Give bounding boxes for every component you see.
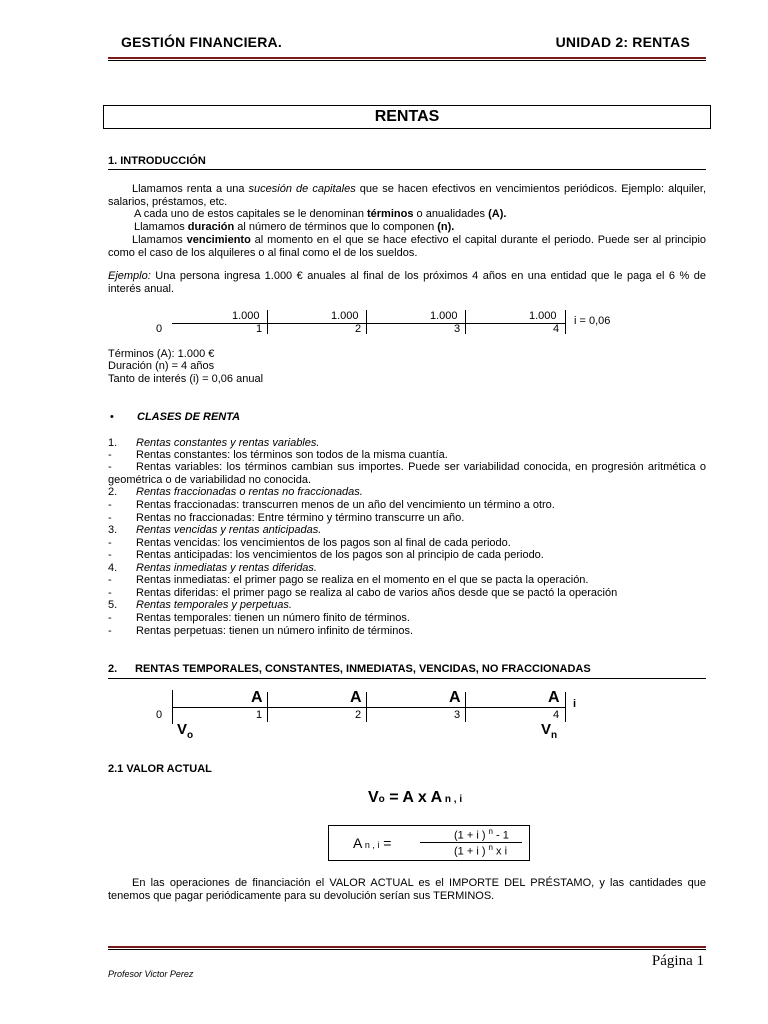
timeline2-tick-3: [465, 692, 466, 722]
timeline-tick-1: [267, 310, 268, 334]
timeline-tick-2: [366, 310, 367, 334]
timeline2-period-4: 4: [553, 709, 560, 721]
formula-lhs: A n , i =: [353, 835, 392, 851]
timeline2-period-2: 2: [355, 709, 362, 721]
timeline-amount-4: 1.000: [529, 310, 557, 322]
page-title: RENTAS: [103, 105, 711, 129]
footer-rule: [108, 946, 706, 948]
timeline2-tick-2: [366, 692, 367, 722]
timeline-period-3: 3: [454, 323, 461, 335]
summary-terminos: Términos (A): 1.000 €: [108, 348, 215, 360]
vn-label: $V_n$: [541, 721, 558, 741]
formula-valor-actual: Vo = A x A n , i: [368, 789, 463, 806]
timeline-axis: [172, 323, 566, 324]
timeline-period-1: 1: [256, 323, 263, 335]
timeline-tick-4: [565, 310, 566, 334]
timeline2-term-4: A: [548, 689, 560, 706]
page-number: Página 1: [651, 953, 704, 969]
section-rule: [108, 169, 706, 170]
header-right: UNIDAD 2: RENTAS: [555, 34, 690, 50]
bullet: •: [110, 411, 114, 423]
timeline-amount-3: 1.000: [430, 310, 458, 322]
section2-number: 2.: [108, 663, 118, 675]
timeline-tick-3: [465, 310, 466, 334]
intro-paragraph-1: Llamamos renta a una sucesión de capitales que se hacen efectivos en vencimientos periódicos. Ejemplo: alquiler, salarios, préstamos, etc.: [108, 183, 706, 208]
timeline-period-0: 0: [156, 323, 163, 335]
intro-paragraph-2: A cada uno de estos capitales se le denominan términos o anualidades (A).: [134, 208, 507, 220]
formula-numerator: (1 + i ) $^n$ - 1: [454, 827, 509, 842]
timeline-amount-1: 1.000: [232, 310, 260, 322]
section-heading-introduccion: 1. INTRODUCCIÓN: [108, 155, 206, 167]
example-paragraph: Ejemplo: Una persona ingresa 1.000 € anuales al final de los próximos 4 años en una entidad que le paga el 6 % de interés anual.: [108, 270, 706, 295]
timeline2-tick-1: [267, 692, 268, 722]
timeline-amount-2: 1.000: [331, 310, 359, 322]
summary-interes: Tanto de interés (i) = 0,06 anual: [108, 373, 264, 385]
timeline-period-4: 4: [553, 323, 560, 335]
timeline2-period-3: 3: [454, 709, 461, 721]
intro-paragraph-4: Llamamos vencimiento al momento en el que se hace efectivo el capital durante el periodo. Puede ser al principio como el caso de los alquileres o al final como el de los sueldos.: [108, 234, 706, 259]
summary-duracion: Duración (n) = 4 años: [108, 360, 215, 372]
timeline2-term-2: A: [350, 689, 362, 706]
v0-label: $V_o$: [177, 721, 194, 741]
intro-paragraph-3: Llamamos duración al número de términos que lo componen (n).: [134, 221, 455, 233]
timeline2-term-1: A: [251, 689, 263, 706]
section2-heading: RENTAS TEMPORALES, CONSTANTES, INMEDIATAS, VENCIDAS, NO FRACCIONADAS: [135, 663, 591, 675]
section21-heading: 2.1 VALOR ACTUAL: [108, 763, 212, 775]
closing-paragraph: En las operaciones de financiación el VALOR ACTUAL es el IMPORTE DEL PRÉSTAMO, y las cantidades que tenemos que pagar periódicamente para su devolución serían sus TERMINOS.: [108, 877, 706, 902]
timeline-period-2: 2: [355, 323, 362, 335]
list-item: - Rentas variables: los términos cambian sus importes. Puede ser variabilidad conocida, en progresión aritmética o geométrica o de variabilidad no conocida.: [108, 461, 706, 486]
author: Profesor Victor Perez: [108, 969, 194, 979]
header-rule-thin: [108, 60, 706, 61]
section2-rule: [108, 678, 706, 679]
formula-denominator: (1 + i ) $^n$ x i: [454, 843, 508, 858]
timeline2-axis: [172, 707, 566, 708]
timeline2-term-3: A: [449, 689, 461, 706]
timeline2-rate: i: [573, 698, 577, 710]
timeline2-period-1: 1: [256, 709, 263, 721]
footer-rule-thin: [108, 949, 706, 950]
header-left: GESTIÓN FINANCIERA.: [121, 34, 282, 50]
clases-heading: CLASES DE RENTA: [137, 411, 241, 423]
timeline-rate: i = 0,06: [574, 315, 611, 327]
timeline2-period-0: 0: [156, 709, 163, 721]
header-rule: [108, 57, 706, 59]
timeline2-tick-4: [565, 692, 566, 722]
